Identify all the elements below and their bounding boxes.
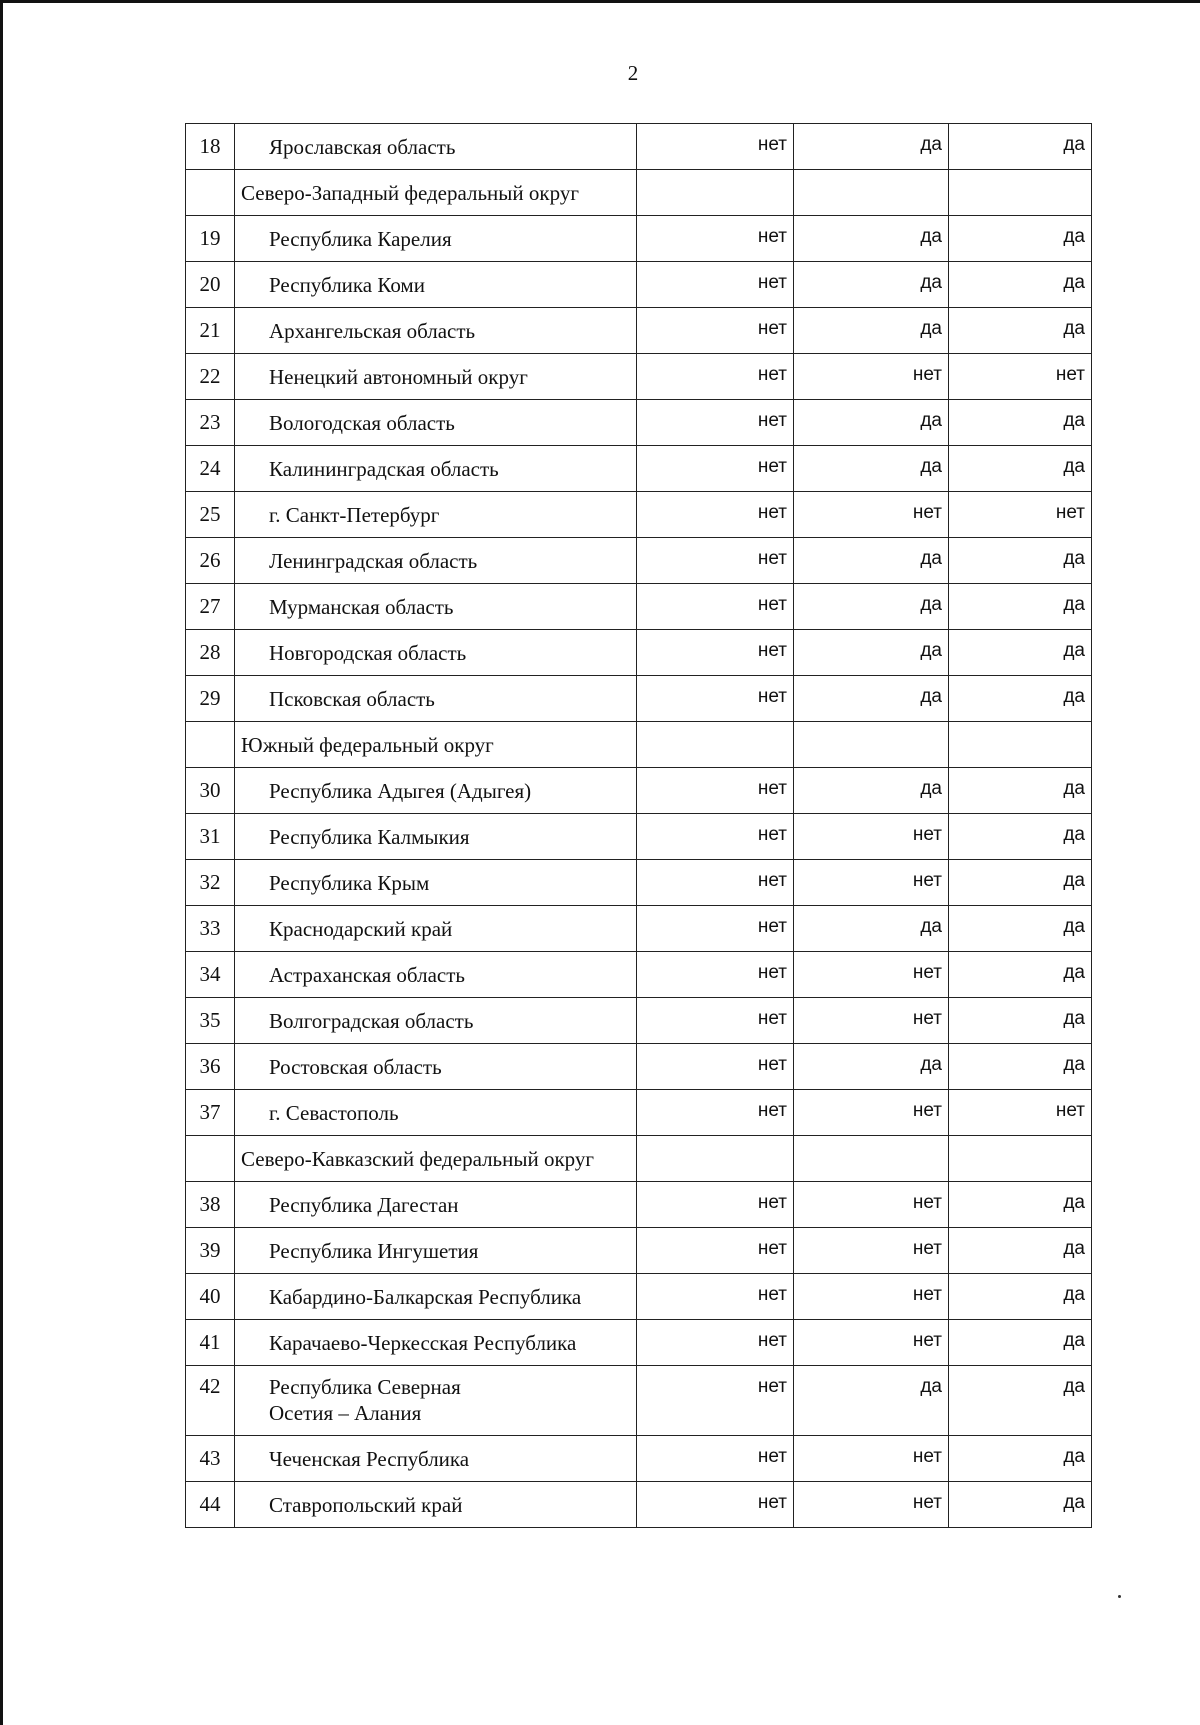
row-number: 31 [186,814,235,860]
table-row [186,814,1092,860]
value-v2 [794,1136,949,1182]
value-v2: нет [794,1436,949,1482]
name-line: Карачаево-Черкесская Республика [269,1330,577,1355]
value-v1: нет [637,538,794,584]
value-v3: да [949,400,1092,446]
name-line: Чеченская Республика [269,1446,470,1471]
value-v2: да [794,584,949,630]
value-v3: да [949,1182,1092,1228]
table-row [186,446,1092,492]
value-v3: нет [949,492,1092,538]
table-row [186,1228,1092,1274]
row-number: 36 [186,1044,235,1090]
row-number: 30 [186,768,235,814]
row-number: 23 [186,400,235,446]
value-v3: да [949,1320,1092,1366]
value-v2: нет [794,1482,949,1528]
value-v3: да [949,216,1092,262]
value-v1: нет [637,1366,794,1436]
name-line: Республика Северная [269,1375,461,1399]
name-line: Республика Крым [269,870,430,895]
table-row [186,584,1092,630]
table-row [186,538,1092,584]
region-name [235,1090,637,1136]
table-row [186,262,1092,308]
value-v1: нет [637,308,794,354]
table-row [186,952,1092,998]
table-row [186,860,1092,906]
table-row [186,630,1092,676]
row-number: 43 [186,1436,235,1482]
table-row [186,1090,1092,1136]
region-name [235,124,637,170]
row-number [186,1136,235,1182]
value-v3: нет [949,354,1092,400]
value-v2: да [794,676,949,722]
district-row [186,722,1092,768]
region-name [235,584,637,630]
value-v3: да [949,1228,1092,1274]
region-name [235,446,637,492]
table-row [186,308,1092,354]
value-v2: да [794,446,949,492]
value-v2: нет [794,860,949,906]
region-name [235,814,637,860]
row-number: 22 [186,354,235,400]
row-number: 18 [186,124,235,170]
district-name [235,722,637,768]
value-v3: да [949,584,1092,630]
value-v2: нет [794,354,949,400]
row-number: 25 [186,492,235,538]
value-v3 [949,722,1092,768]
value-v2: да [794,262,949,308]
region-name [235,262,637,308]
value-v3: да [949,1044,1092,1090]
value-v1: нет [637,860,794,906]
value-v3: да [949,262,1092,308]
value-v2: да [794,1044,949,1090]
name-line: Республика Карелия [269,226,452,251]
value-v2: нет [794,952,949,998]
table-row [186,1044,1092,1090]
row-number: 26 [186,538,235,584]
name-line: Республика Адыгея (Адыгея) [269,778,532,803]
row-number: 29 [186,676,235,722]
name-line: Кабардино-Балкарская Республика [269,1284,582,1309]
name-line: Осетия – Алания [269,1401,422,1425]
row-number: 32 [186,860,235,906]
value-v1: нет [637,216,794,262]
name-line: Ленинградская область [269,548,478,573]
row-number: 39 [186,1228,235,1274]
name-line: Калининградская область [269,456,499,481]
value-v2: нет [794,814,949,860]
name-line: Республика Коми [269,272,425,297]
table-row [186,906,1092,952]
value-v3: да [949,768,1092,814]
table-body [186,124,1092,1528]
region-name [235,630,637,676]
region-name [235,906,637,952]
region-name [235,400,637,446]
value-v1: нет [637,768,794,814]
value-v2: да [794,400,949,446]
value-v1: нет [637,1182,794,1228]
region-name [235,354,637,400]
name-line: Ставропольский край [269,1492,463,1517]
row-number [186,722,235,768]
name-line: Республика Ингушетия [269,1238,479,1263]
name-line: г. Севастополь [269,1100,399,1125]
row-number: 24 [186,446,235,492]
value-v1: нет [637,906,794,952]
name-line: Северо-Западный федеральный округ [241,180,579,205]
value-v3: да [949,906,1092,952]
value-v3: да [949,676,1092,722]
value-v3: нет [949,1090,1092,1136]
value-v1: нет [637,998,794,1044]
value-v1: нет [637,676,794,722]
name-line: Новгородская область [269,640,467,665]
region-name [235,1274,637,1320]
name-line: Северо-Кавказский федеральный округ [241,1146,595,1171]
value-v2 [794,722,949,768]
value-v1: нет [637,814,794,860]
value-v1: нет [637,1320,794,1366]
region-name [235,1228,637,1274]
value-v1 [637,722,794,768]
page-number: 2 [627,61,639,85]
district-name [235,1136,637,1182]
row-number: 19 [186,216,235,262]
table-row [186,768,1092,814]
value-v3: да [949,1274,1092,1320]
table-row [186,400,1092,446]
value-v1 [637,170,794,216]
district-name [235,170,637,216]
value-v1: нет [637,354,794,400]
value-v2: нет [794,1090,949,1136]
name-line: Южный федеральный округ [241,732,494,757]
table-row [186,1366,1092,1436]
name-line: Республика Дагестан [269,1192,459,1217]
row-number [186,170,235,216]
value-v2: да [794,308,949,354]
district-row [186,1136,1092,1182]
name-line: Астраханская область [269,962,465,987]
value-v3: да [949,860,1092,906]
value-v1: нет [637,262,794,308]
value-v2: да [794,124,949,170]
value-v3 [949,1136,1092,1182]
region-name [235,998,637,1044]
name-line: Краснодарский край [269,916,453,941]
table-row [186,676,1092,722]
value-v1: нет [637,1090,794,1136]
row-number: 28 [186,630,235,676]
value-v1: нет [637,952,794,998]
name-line: г. Санкт-Петербург [269,502,440,527]
row-number: 38 [186,1182,235,1228]
row-number: 20 [186,262,235,308]
value-v1: нет [637,1436,794,1482]
name-line: Волгоградская область [269,1008,474,1033]
region-name [235,538,637,584]
region-name [235,768,637,814]
region-name [235,492,637,538]
row-number: 35 [186,998,235,1044]
region-name [235,952,637,998]
value-v2: нет [794,1182,949,1228]
region-name [235,1436,637,1482]
value-v2: да [794,216,949,262]
value-v2: нет [794,998,949,1044]
name-line: Мурманская область [269,594,454,619]
regions-table [185,123,1092,1528]
value-v3: да [949,1482,1092,1528]
value-v1: нет [637,1482,794,1528]
name-line: Ярославская область [269,134,456,159]
value-v2: да [794,906,949,952]
district-row [186,170,1092,216]
table-row [186,492,1092,538]
value-v1: нет [637,584,794,630]
value-v2: нет [794,492,949,538]
row-number: 33 [186,906,235,952]
region-name [235,676,637,722]
row-number: 34 [186,952,235,998]
value-v2: да [794,768,949,814]
region-name [235,216,637,262]
row-number: 41 [186,1320,235,1366]
table-row [186,998,1092,1044]
name-line: Республика Калмыкия [269,824,470,849]
region-name [235,1044,637,1090]
table-row [186,1182,1092,1228]
name-line: Архангельская область [269,318,476,343]
region-name [235,1182,637,1228]
table-row [186,216,1092,262]
name-line: Псковская область [269,686,435,711]
table-row [186,354,1092,400]
region-name [235,308,637,354]
value-v2: да [794,630,949,676]
value-v2: да [794,538,949,584]
value-v1: нет [637,124,794,170]
value-v3: да [949,538,1092,584]
table-row [186,1320,1092,1366]
row-number: 27 [186,584,235,630]
value-v3: да [949,814,1092,860]
value-v1: нет [637,446,794,492]
value-v2 [794,170,949,216]
name-line: Ненецкий автономный округ [269,364,528,389]
name-line: Вологодская область [269,410,455,435]
value-v2: нет [794,1228,949,1274]
value-v1: нет [637,1228,794,1274]
table-row [186,1274,1092,1320]
region-name [235,1320,637,1366]
value-v3: да [949,952,1092,998]
region-name [235,1482,637,1528]
region-name [235,860,637,906]
table-row [186,1436,1092,1482]
value-v3: да [949,1366,1092,1436]
value-v2: да [794,1366,949,1436]
region-name [235,1366,637,1436]
value-v1: нет [637,1044,794,1090]
row-number: 37 [186,1090,235,1136]
table-row [186,1482,1092,1528]
value-v3: да [949,630,1092,676]
value-v3: да [949,1436,1092,1482]
value-v3: да [949,998,1092,1044]
name-line: Ростовская область [269,1054,442,1079]
value-v2: нет [794,1274,949,1320]
row-number: 21 [186,308,235,354]
value-v3 [949,170,1092,216]
row-number: 40 [186,1274,235,1320]
table-row [186,124,1092,170]
scan-speck [1118,1595,1121,1598]
value-v3: да [949,446,1092,492]
value-v3: да [949,124,1092,170]
value-v1 [637,1136,794,1182]
value-v1: нет [637,1274,794,1320]
value-v1: нет [637,400,794,446]
value-v2: нет [794,1320,949,1366]
row-number: 42 [186,1366,235,1436]
row-number: 44 [186,1482,235,1528]
value-v3: да [949,308,1092,354]
value-v1: нет [637,492,794,538]
value-v1: нет [637,630,794,676]
